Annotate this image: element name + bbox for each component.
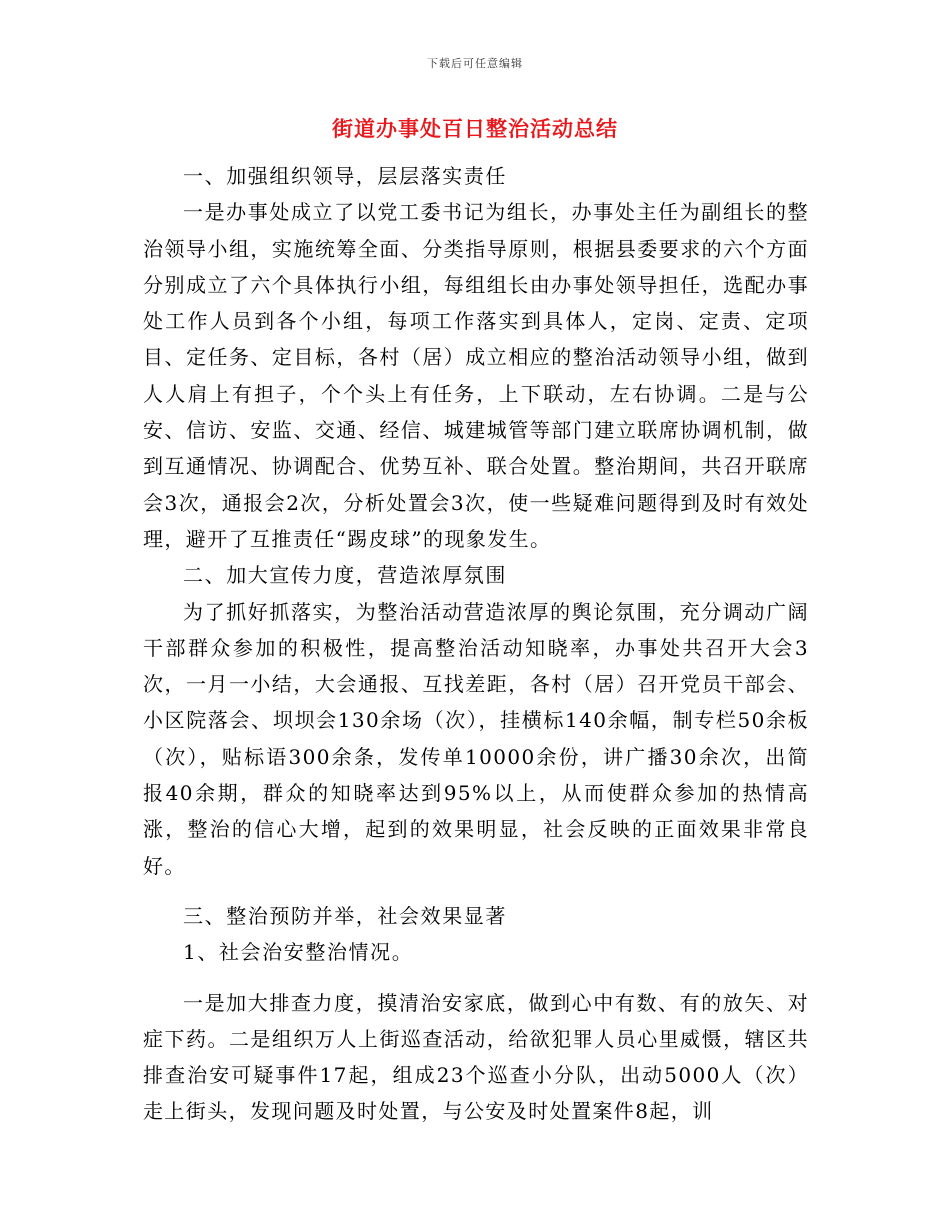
document-body: [143, 158, 809, 1130]
section-heading-3: 三、整治预防并举，社会效果显著: [183, 903, 507, 928]
section-heading-1: 一、加强组织领导，层层落实责任: [183, 164, 507, 188]
document-title: 街道办事处百日整治活动总结: [332, 116, 618, 141]
section-heading-2: 二、加大宣传力度，营造浓厚氛围: [183, 563, 507, 588]
paragraph-1: 一是办事处成立了以党工委书记为组长，办事处主任为副组长的整治领导小组，实施统筹全面、分类指导原则，根据县委要求的六个方面分别成立了六个具体执行小组，每组组长由办事处领导担任，选配办事处工作人员到各个小组，每项工作落实到具体人，定岗、定责、定项目、定任务、定目标，各村（居）成立相应的整治活动领导小组，做到人人肩上有担子，个个头上有任务，上下联动，左右协调。二是与公安、信访、安监、交通、经信、城建城管等部门建立联席协调机制，做到互通情况、协调配合、优势互补、联合处置。整治期间，共召开联席会3次，通报会2次，分析处置会3次，使一些疑难问题得到及时有效处理，避开了互推责任“踢皮球”的现象发生。: [143, 200, 809, 551]
paragraph-3: 一是加大排查力度，摸清治安家底，做到心中有数、有的放矢、对症下药。二是组织万人上街巡查活动，给欲犯罪人员心里威慑，辖区共排查治安可疑事件17起，组成23个巡查小分队，出动5000人（次）走上街头，发现问题及时处置，与公安及时处置案件8起，训: [143, 990, 809, 1124]
subsection-heading-1: 1、社会治安整治情况。: [183, 940, 414, 965]
header-note: 下载后可任意编辑: [427, 57, 523, 70]
paragraph-2: 为了抓好抓落实，为整治活动营造浓厚的舆论氛围，充分调动广阔干部群众参加的积极性，提高整治活动知晓率，办事处共召开大会3次，一月一小结，大会通报、互找差距，各村（居）召开党员干部会、小区院落会、坝坝会130余场（次），挂横标140余幅，制专栏50余板（次），贴标语300余条，发传单10000余份，讲广播30余次，出简报40余期，群众的知晓率达到95%以上，从而使群众参加的热情高涨，整治的信心大增，起到的效果明显，社会反映的正面效果非常良好。: [143, 599, 809, 878]
